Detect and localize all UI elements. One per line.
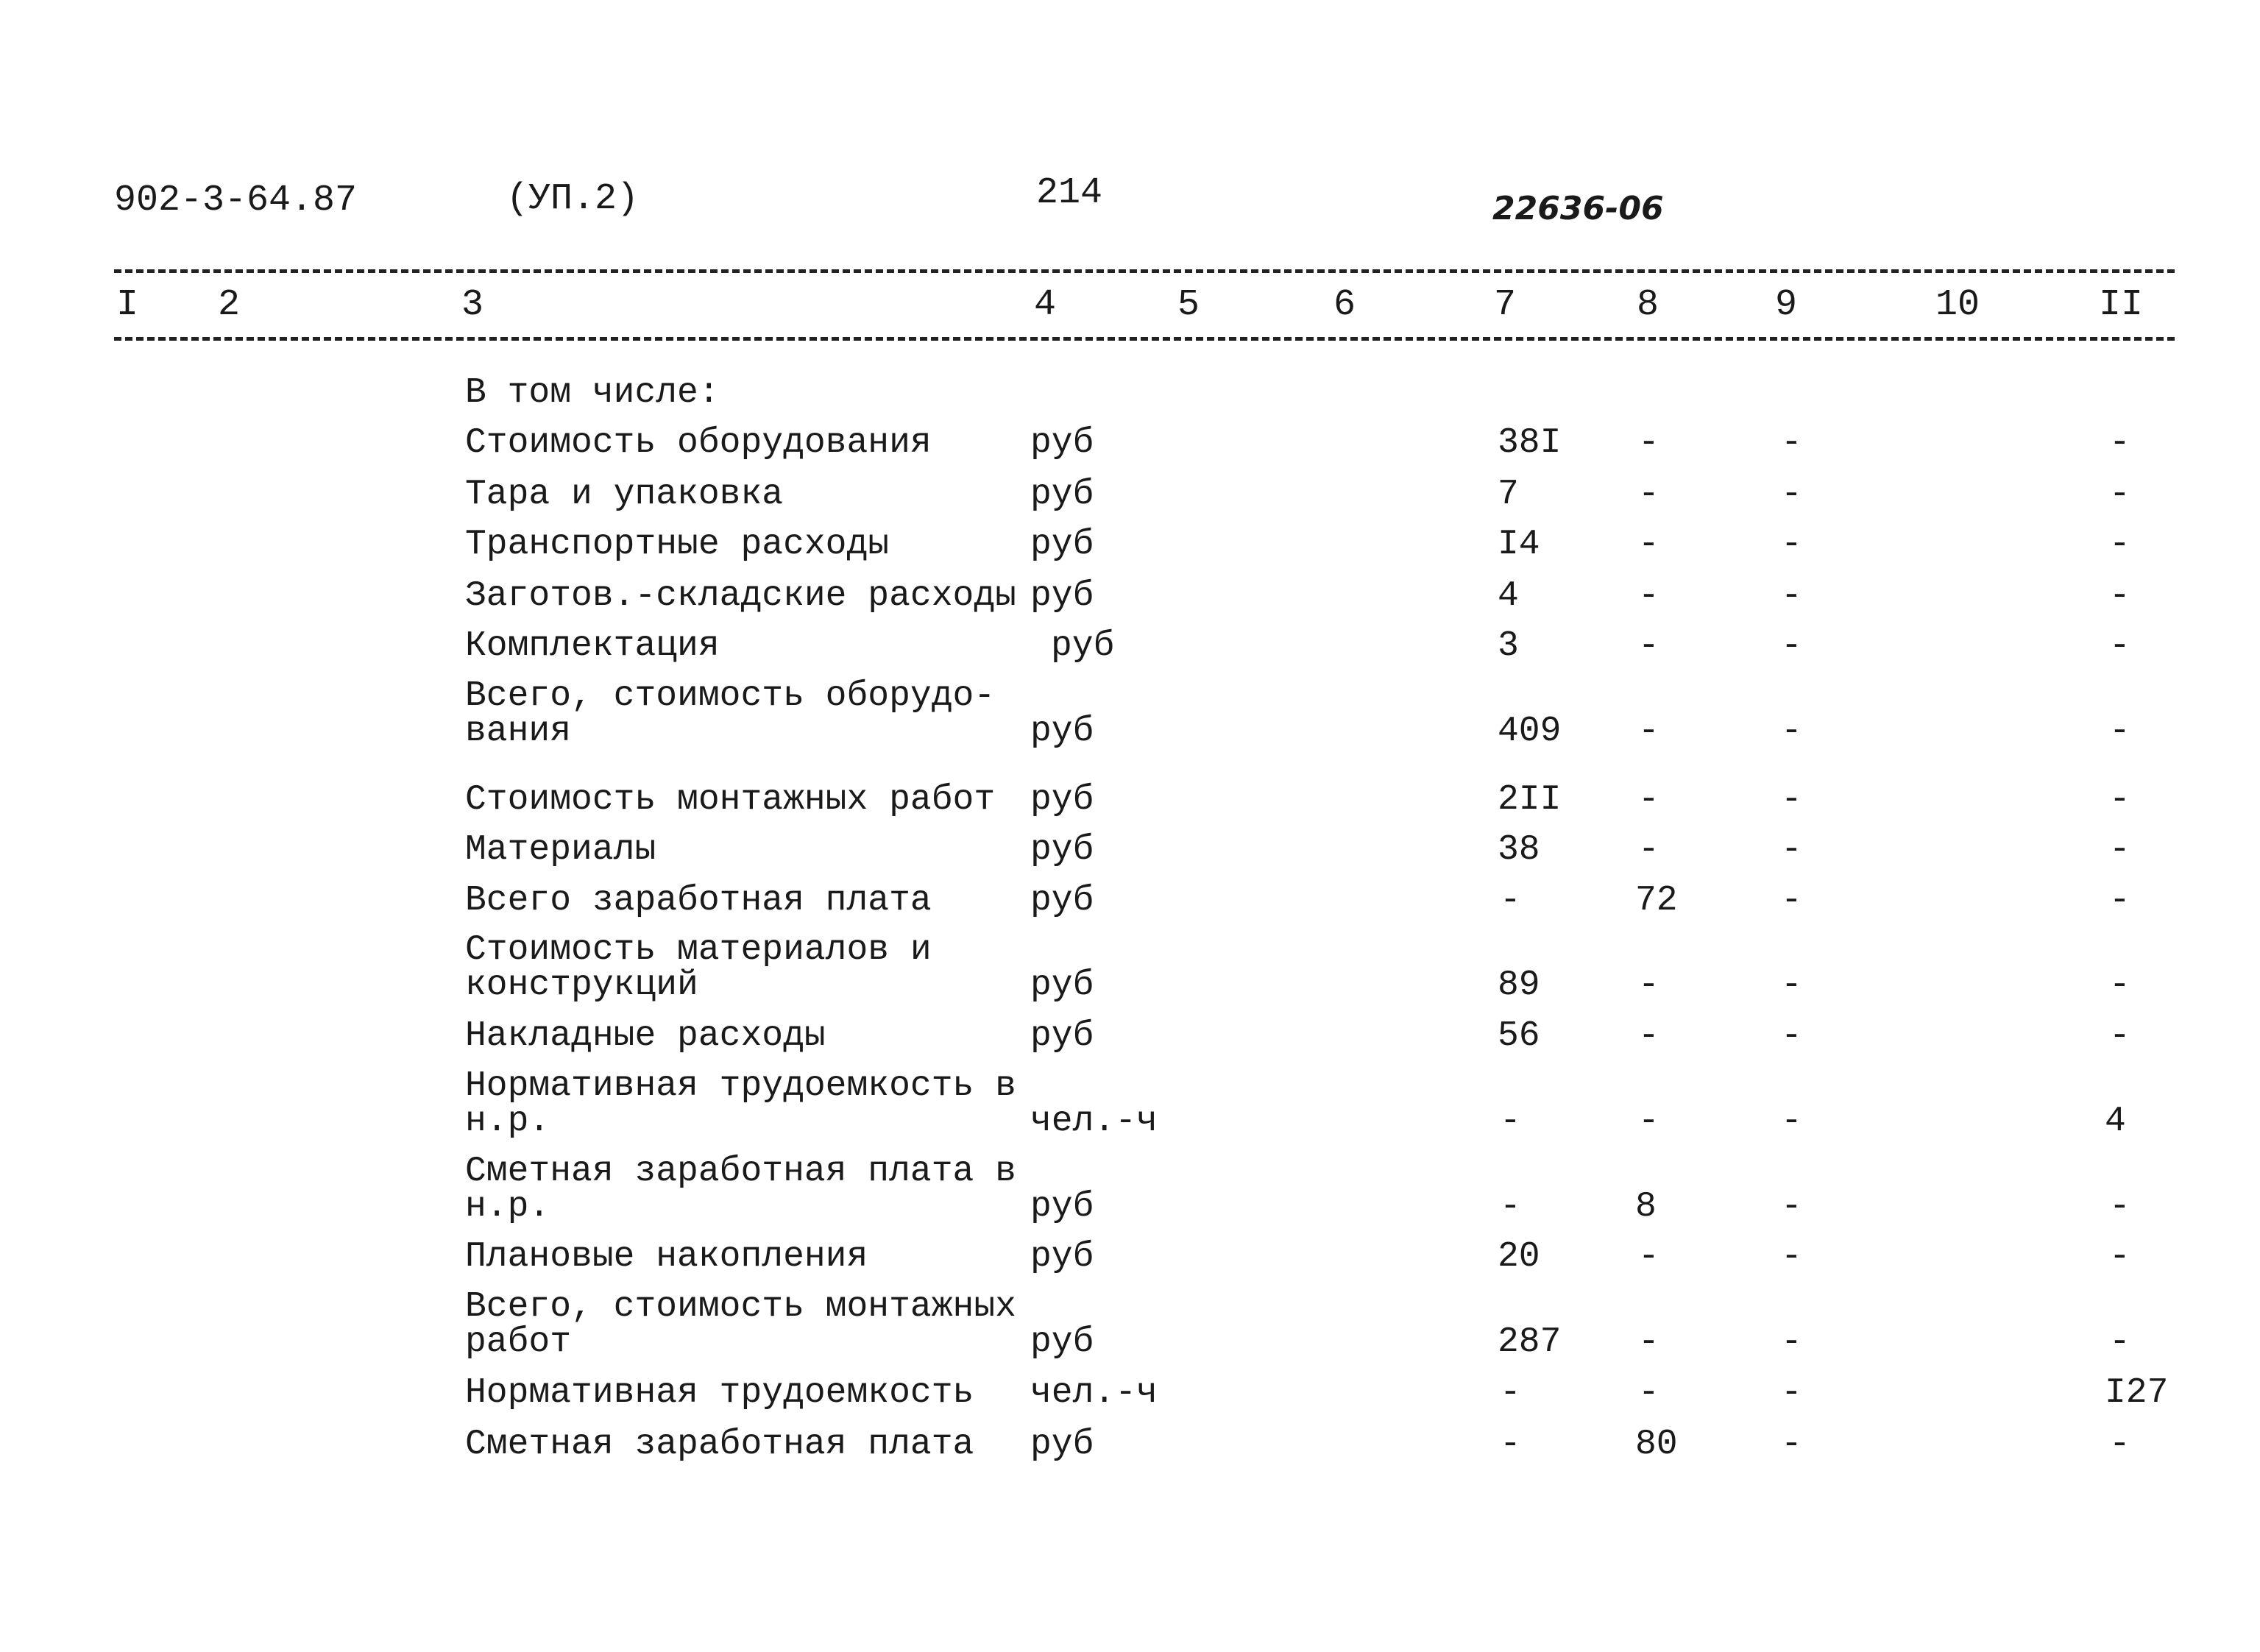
- row-value-col-9: -: [1781, 1102, 1802, 1141]
- row-value-col-8: -: [1638, 830, 1659, 870]
- row-value-col-7: 38I: [1498, 423, 1562, 463]
- row-unit: руб: [1030, 525, 1094, 564]
- row-value-col-8: 80: [1635, 1425, 1678, 1464]
- row-unit: руб: [1030, 1425, 1094, 1464]
- sheet-code: 22636-06: [1492, 190, 1664, 227]
- row-label: Всего заработная плата: [465, 881, 932, 921]
- row-label: Нормативная трудоемкость: [465, 1373, 974, 1413]
- column-number-3: 3: [461, 284, 484, 326]
- row-label: Плановые накопления: [465, 1237, 868, 1277]
- row-unit: руб: [1030, 881, 1094, 921]
- row-value-col-11: -: [2109, 1016, 2130, 1056]
- row-value-col-8: -: [1638, 626, 1659, 666]
- row-value-col-7: -: [1500, 1102, 1521, 1141]
- row-value-col-9: -: [1781, 712, 1802, 751]
- row-value-col-8: -: [1638, 1322, 1659, 1362]
- row-value-col-8: -: [1638, 423, 1659, 463]
- row-value-col-7: 38: [1498, 830, 1540, 870]
- header-top-rule: [114, 269, 2175, 273]
- row-unit: руб: [1030, 1322, 1094, 1362]
- row-unit: руб: [1030, 576, 1094, 616]
- page-number: 214: [1036, 172, 1103, 214]
- row-unit: руб: [1030, 780, 1094, 820]
- row-label: Заготов.-складские расходы: [465, 576, 1016, 616]
- row-value-col-7: -: [1500, 1187, 1521, 1227]
- row-label: Стоимость монтажных работ: [465, 780, 996, 820]
- row-value-col-11: -: [2109, 423, 2130, 463]
- row-value-col-8: -: [1638, 965, 1659, 1005]
- row-value-col-11: -: [2109, 475, 2130, 514]
- row-value-col-7: 89: [1498, 965, 1540, 1005]
- row-value-col-9: -: [1781, 576, 1802, 616]
- row-value-col-8: -: [1638, 1102, 1659, 1141]
- row-value-col-11: -: [2109, 626, 2130, 666]
- row-value-col-9: -: [1781, 1322, 1802, 1362]
- column-number-10: 10: [1935, 284, 1980, 326]
- column-number-6: 6: [1333, 284, 1356, 326]
- row-value-col-9: -: [1781, 423, 1802, 463]
- row-value-col-8: -: [1638, 1373, 1659, 1413]
- row-unit: руб: [1030, 965, 1094, 1005]
- row-value-col-11: -: [2109, 780, 2130, 820]
- column-number-8: 8: [1637, 284, 1659, 326]
- row-label: Всего, стоимость оборудо-вания: [465, 676, 996, 751]
- row-label: Стоимость оборудования: [465, 423, 932, 463]
- row-value-col-11: I27: [2105, 1373, 2169, 1413]
- row-value-col-11: -: [2109, 881, 2130, 921]
- row-value-col-9: -: [1781, 1187, 1802, 1227]
- row-unit: руб: [1030, 475, 1094, 514]
- row-label: Сметная заработная плата: [465, 1425, 974, 1464]
- row-value-col-8: 8: [1635, 1187, 1657, 1227]
- document-part: (УП.2): [506, 178, 640, 220]
- row-value-col-8: -: [1638, 525, 1659, 564]
- row-label: Сметная заработная плата в н.р.: [465, 1152, 1016, 1227]
- row-unit: чел.-ч: [1030, 1373, 1158, 1413]
- header-bottom-rule: [114, 337, 2175, 341]
- row-value-col-7: -: [1500, 1425, 1521, 1464]
- row-unit: руб: [1051, 626, 1115, 666]
- row-value-col-8: -: [1638, 780, 1659, 820]
- row-value-col-11: -: [2109, 830, 2130, 870]
- row-label: Материалы: [465, 830, 656, 870]
- row-label: Накладные расходы: [465, 1016, 826, 1056]
- row-value-col-9: -: [1781, 1373, 1802, 1413]
- row-value-col-9: -: [1781, 525, 1802, 564]
- column-number-7: 7: [1494, 284, 1517, 326]
- row-value-col-7: I4: [1498, 525, 1540, 564]
- row-label: Нормативная трудоемкость в н.р.: [465, 1066, 1016, 1141]
- row-value-col-7: 56: [1498, 1016, 1540, 1056]
- section-intro: В том числе:: [465, 373, 720, 413]
- column-number-2: 2: [218, 284, 241, 326]
- row-unit: руб: [1030, 423, 1094, 463]
- row-label: Тара и упаковка: [465, 475, 784, 514]
- column-number-1: I: [116, 284, 139, 326]
- row-value-col-7: -: [1500, 1373, 1521, 1413]
- row-value-col-11: -: [2109, 1425, 2130, 1464]
- row-value-col-11: -: [2109, 965, 2130, 1005]
- row-value-col-9: -: [1781, 626, 1802, 666]
- row-value-col-8: -: [1638, 1016, 1659, 1056]
- row-value-col-7: 2II: [1498, 780, 1562, 820]
- row-label: Транспортные расходы: [465, 525, 890, 564]
- row-value-col-7: -: [1500, 881, 1521, 921]
- row-value-col-11: -: [2109, 712, 2130, 751]
- row-unit: руб: [1030, 712, 1094, 751]
- row-value-col-7: 4: [1498, 576, 1519, 616]
- row-label: Всего, стоимость монтажных работ: [465, 1287, 1016, 1362]
- row-value-col-8: 72: [1635, 881, 1678, 921]
- row-label: Комплектация: [465, 626, 720, 666]
- row-value-col-7: 3: [1498, 626, 1519, 666]
- row-value-col-8: -: [1638, 1237, 1659, 1277]
- row-value-col-9: -: [1781, 1237, 1802, 1277]
- row-value-col-7: 287: [1498, 1322, 1562, 1362]
- row-value-col-11: -: [2109, 1322, 2130, 1362]
- row-value-col-11: -: [2109, 576, 2130, 616]
- row-value-col-11: -: [2109, 1187, 2130, 1227]
- column-number-9: 9: [1775, 284, 1798, 326]
- row-unit: руб: [1030, 830, 1094, 870]
- row-unit: руб: [1030, 1237, 1094, 1277]
- row-value-col-9: -: [1781, 965, 1802, 1005]
- document-code: 902-3-64.87: [114, 180, 358, 221]
- row-value-col-9: -: [1781, 475, 1802, 514]
- row-value-col-8: -: [1638, 475, 1659, 514]
- row-label: Стоимость материалов и конструкций: [465, 930, 932, 1005]
- row-value-col-11: 4: [2105, 1102, 2126, 1141]
- column-number-11: II: [2099, 284, 2144, 326]
- row-value-col-7: 409: [1498, 712, 1562, 751]
- row-value-col-9: -: [1781, 780, 1802, 820]
- row-value-col-11: -: [2109, 525, 2130, 564]
- row-value-col-9: -: [1781, 830, 1802, 870]
- column-number-5: 5: [1177, 284, 1200, 326]
- row-value-col-11: -: [2109, 1237, 2130, 1277]
- row-value-col-7: 7: [1498, 475, 1519, 514]
- row-value-col-8: -: [1638, 576, 1659, 616]
- row-value-col-9: -: [1781, 1425, 1802, 1464]
- row-value-col-8: -: [1638, 712, 1659, 751]
- row-unit: руб: [1030, 1016, 1094, 1056]
- row-unit: чел.-ч: [1030, 1102, 1158, 1141]
- row-value-col-9: -: [1781, 1016, 1802, 1056]
- column-number-4: 4: [1034, 284, 1057, 326]
- row-unit: руб: [1030, 1187, 1094, 1227]
- row-value-col-7: 20: [1498, 1237, 1540, 1277]
- row-value-col-9: -: [1781, 881, 1802, 921]
